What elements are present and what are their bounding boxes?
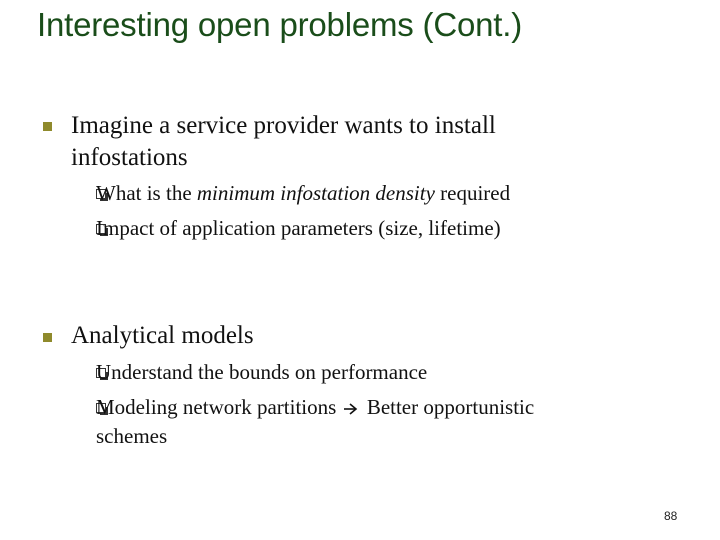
sub-bullet-2-2-text	[96, 393, 534, 451]
bullet-square-icon	[43, 122, 52, 131]
sub-bullet-2-2-pre: Modeling network partitions	[96, 395, 342, 419]
bullet-1-line-1: Imagine a service provider wants to install	[71, 112, 496, 139]
sub-bullet-1-1-pre: What is the	[96, 181, 197, 205]
page-number: 88	[664, 509, 678, 523]
bullet-1-line-2: infostations	[71, 144, 188, 171]
sub-bullet-1-1-emphasis: minimum infostation density	[196, 181, 435, 205]
bullet-2-text: Analytical models	[71, 322, 254, 349]
sub-bullet-1-2-text: Impact of application parameters (size, lifetime)	[96, 216, 501, 240]
sub-bullet-1-1-text	[96, 179, 510, 208]
slide-title: Interesting open problems (Cont.)	[37, 6, 522, 43]
sub-bullet-2-2-line-1	[96, 393, 534, 422]
sub-bullet-1-1-post: required	[434, 181, 511, 205]
sub-bullet-2-2-line-2: schemes	[96, 424, 168, 448]
sub-bullet-2-2-post: Better opportunistic	[361, 395, 535, 419]
bullet-1-text	[71, 110, 496, 174]
right-arrow-icon	[344, 403, 358, 415]
sub-bullet-2-1-text: Understand the bounds on performance	[96, 360, 428, 384]
bullet-square-icon	[43, 333, 52, 342]
